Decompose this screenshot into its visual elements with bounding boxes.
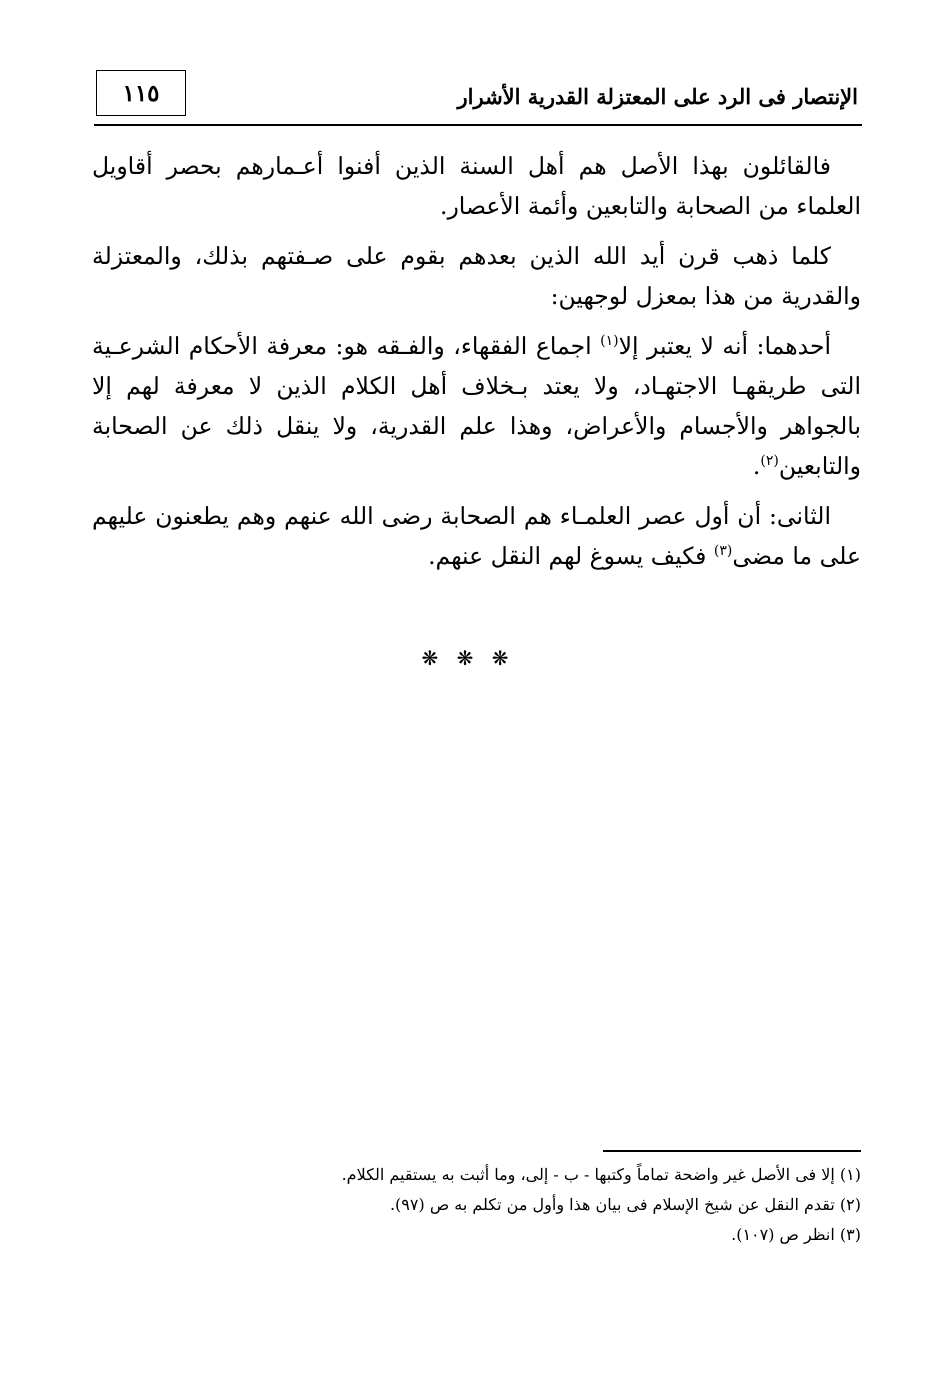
- paragraph-text: اجماع الفقهاء، والفـقه هو: معرفة الأحكام الشرعـية التى طريقهـا الاجتهـاد، ولا يعتد بـخلاف أهل الكلام الذين لا معرفة لهم إلا بالجواهر والأجسام والأعراض، وهذا علم القدرية، ولا ينقل ذلك عن الصحابة والتابعين: [92, 332, 861, 480]
- running-title: الإنتصار فى الرد على المعتزلة القدرية الأشرار: [457, 84, 858, 109]
- footnotes: [92, 1160, 861, 1250]
- footnote-reference: (٣): [713, 543, 733, 560]
- page-number-box: [96, 70, 186, 116]
- paragraph-text: .: [752, 452, 761, 480]
- paragraph-4: [92, 496, 861, 576]
- footnote-1: (١) إلا فى الأصل غير واضحة تماماً وكتبها - ب - إلى، وما أثبت به يستقيم الكلام.: [341, 1165, 861, 1184]
- paragraph-3: [92, 326, 861, 486]
- paragraph-text: الثانى: أن أول عصر العلمـاء هم الصحابة رضى الله عنهم وهم يطعنون عليهم على ما مضى: [92, 502, 861, 570]
- page-number: ١١٥: [122, 79, 160, 107]
- paragraph-text: فكيف يسوغ لهم النقل عنهم.: [428, 542, 714, 570]
- footnote-2: (٢) تقدم النقل عن شيخ الإسلام فى بيان هذا وأول من تكلم به ص (٩٧).: [389, 1195, 861, 1214]
- paragraph-2: [92, 236, 861, 316]
- footnote-3: (٣) انظر ص (١٠٧).: [731, 1225, 861, 1244]
- footnote-reference: (٢): [760, 453, 779, 470]
- paragraph-text: فالقائلون بهذا الأصل هم أهل السنة الذين أفنوا أعـمارهم بحصر أقاويل العلماء من الصحابة والتابعين وأئمة الأعصار.: [92, 152, 861, 220]
- paragraph-text: كلما ذهب قرن أيد الله الذين بعدهم بقوم على صـفتهم بذلك، والمعتزلة والقدرية من هذا بمعزل لوجهين:: [92, 242, 861, 310]
- footnote-rule: [603, 1150, 861, 1152]
- paragraph-1: [92, 146, 861, 226]
- header-rule: [94, 124, 862, 126]
- footnote-reference: (١): [600, 333, 619, 350]
- section-separator: ❋ ❋ ❋: [421, 646, 515, 670]
- body-text: [92, 146, 861, 576]
- paragraph-text: أحدهما: أنه لا يعتبر إلا: [618, 332, 831, 360]
